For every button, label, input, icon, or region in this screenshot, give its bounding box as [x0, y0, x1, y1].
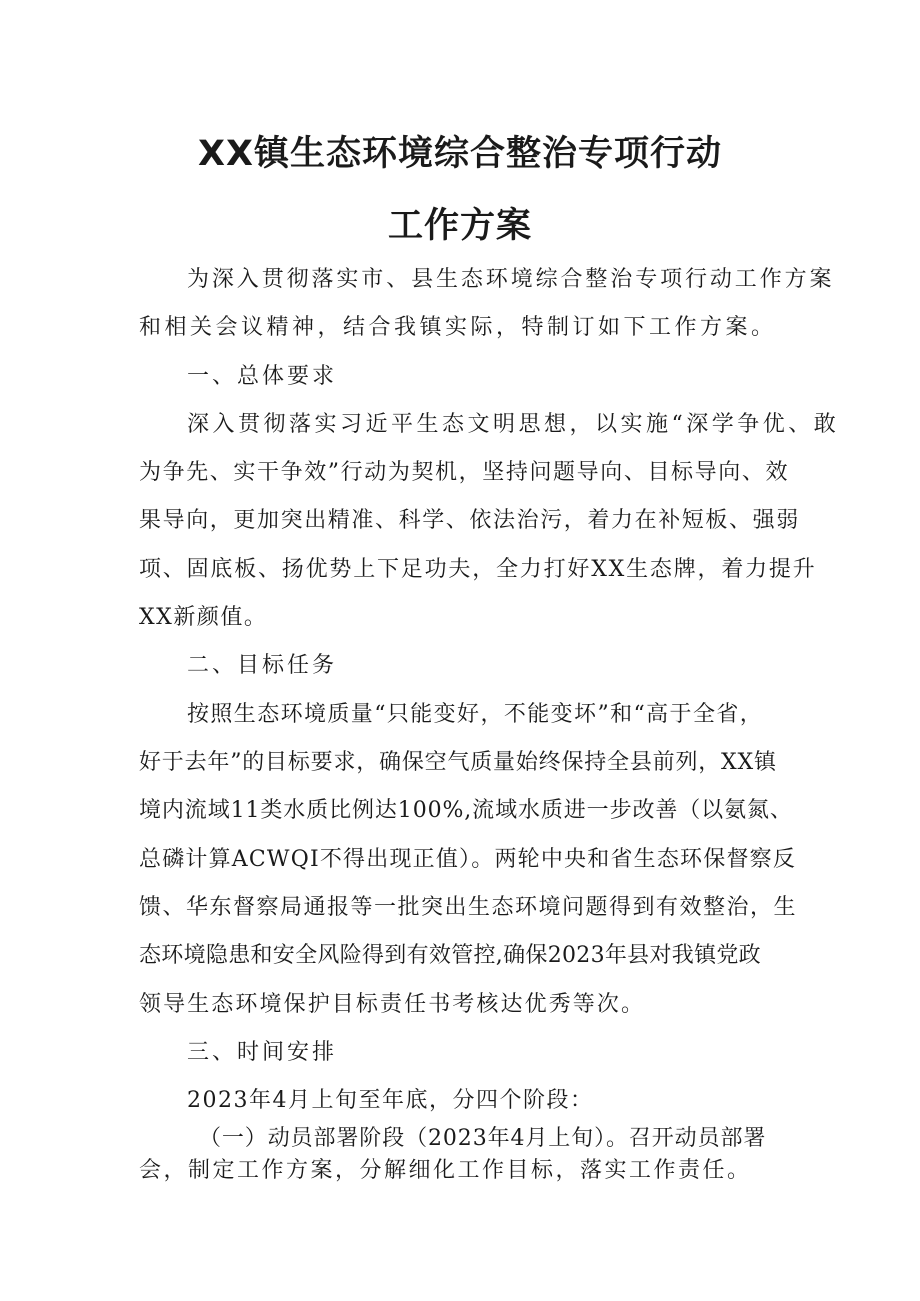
- paragraph-line: XX新颜值。: [139, 605, 268, 630]
- paragraph-line: 果导向，更加突出精准、科学、依法治污，着力在补短板、强弱: [139, 508, 800, 533]
- paragraph-line: 按照生态环境质量“只能变好，不能变坏”和“高于全省，: [187, 702, 764, 727]
- section-heading-overall: 一、总体要求: [187, 364, 338, 389]
- paragraph-line: 2023年4月上旬至年底，分四个阶段：: [187, 1088, 594, 1113]
- intro-line-1: 为深入贯彻落实市、县生态环境综合整治专项行动工作方案: [187, 267, 835, 292]
- paragraph-line: 态环境隐患和安全风险得到有效管控,确保2023年县对我镇党政: [139, 943, 761, 968]
- paragraph-line: 领导生态环境保护目标责任书考核达优秀等次。: [139, 992, 646, 1017]
- paragraph-line: 总磷计算ACWQI不得出现正值）。两轮中央和省生态环保督察反: [139, 847, 797, 872]
- paragraph-line: 境内流域11类水质比例达100%,流域水质进一步改善（以氨氮、: [139, 798, 793, 823]
- section-heading-schedule: 三、时间安排: [187, 1040, 338, 1065]
- paragraph-line: 深入贯彻落实习近平生态文明思想，以实施“深学争优、敢: [187, 412, 840, 437]
- paragraph-line: 馈、华东督察局通报等一批突出生态环境问题得到有效整治，生: [139, 895, 798, 920]
- section-heading-goals: 二、目标任务: [187, 653, 338, 678]
- paragraph-line: 好于去年”的目标要求，确保空气质量始终保持全县前列，XX镇: [139, 750, 777, 775]
- paragraph-line: 项、固底板、扬优势上下足功夫，全力打好XX生态牌，着力提升: [139, 557, 817, 582]
- document-title-line-2: 工作方案: [387, 206, 532, 246]
- paragraph-line: （一）动员部署阶段（2023年4月上旬）。召开动员部署: [199, 1126, 767, 1151]
- document-title-line-1: XX镇生态环境综合整治专项行动: [198, 134, 722, 174]
- paragraph-line: 会，制定工作方案，分解细化工作目标，落实工作责任。: [139, 1158, 752, 1183]
- intro-line-2: 和相关会议精神，结合我镇实际，特制订如下工作方案。: [139, 315, 777, 340]
- paragraph-line: 为争先、实干争效”行动为契机，坚持问题导向、目标导向、效: [139, 460, 790, 485]
